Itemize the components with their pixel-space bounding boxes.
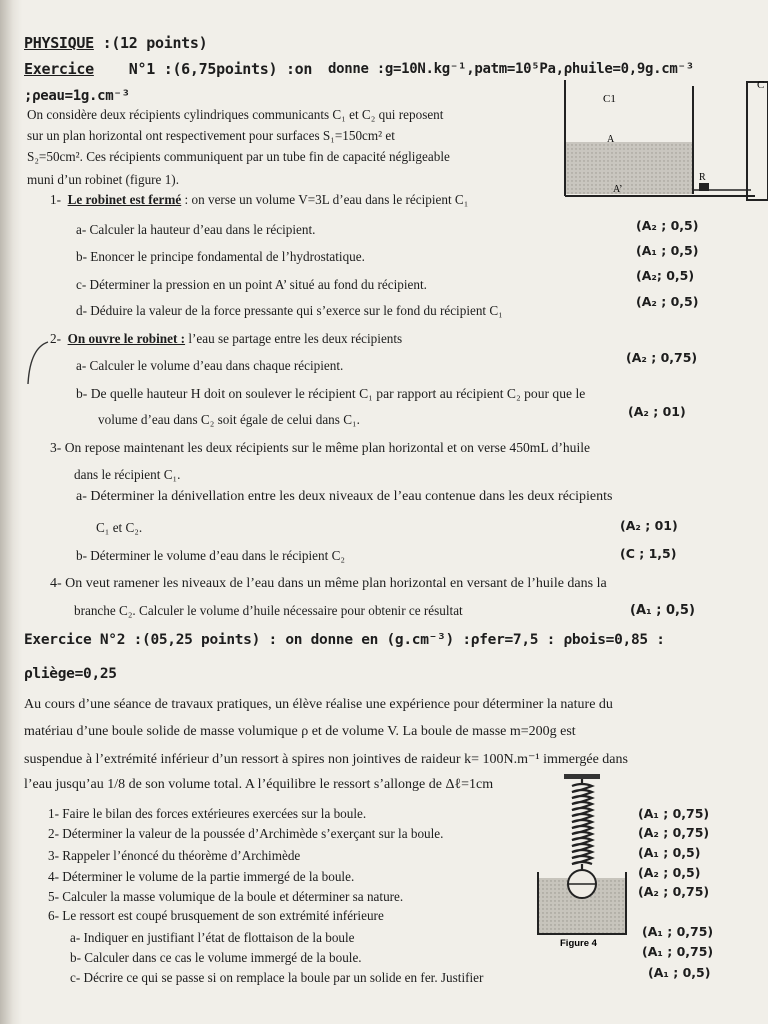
ex2-item-4-mark: (A₂ ; 0,5) [638,865,701,880]
q3-text-1: 3- On repose maintenant les deux récipients sur le même plan horizontal et on verse 450mL d’huile [50,440,591,455]
ex2-item-6b: b- Calculer dans ce cas le volume immergé de la boule. [70,950,362,965]
fig-label-r: R [699,172,706,183]
q3a-mark: (A₂ ; 01) [620,518,678,533]
ex2-item-6a: a- Indiquer en justifiant l’état de flottaison de la boule [70,930,355,945]
ex2-item-2: 2- Déterminer la valeur de la poussée d’Archimède s’exerçant sur la boule. [48,826,444,841]
ex1-points: N°1 :(6,75points) :on [128,60,313,78]
scan-edge-shadow [0,0,22,1024]
q1-text: : on verse un volume V=3L d’eau dans le récipient C₁ [181,192,469,207]
q3b-mark: (C ; 1,5) [620,546,677,561]
ex1-intro-2: sur un plan horizontal ont respectivement pour surfaces S₁=150cm² et [27,128,395,143]
ex2-item-6a-mark: (A₁ ; 0,75) [642,924,714,939]
ex1-intro-3: S₂=50cm². Ces récipients communiquent par un tube fin de capacité négligeable [27,149,450,164]
q2-line [50,331,402,347]
q4-mark: (A₁ ; 0,5) [630,603,695,618]
subject-header [24,34,207,52]
ex2-p1: Au cours d’une séance de travaux pratiques, un élève réalise une expérience pour déterminer la nature du [24,697,613,712]
spring-coils [572,779,592,872]
c1-water-texture [565,142,693,194]
q4-text-2: branche C₂. Calculer le volume d’huile nécessaire pour obtenir ce résultat [74,603,463,618]
q2a-mark: (A₂ ; 0,75) [626,350,698,365]
tap-r [699,183,709,191]
ex2-item-3: 3- Rappeler l’énoncé du théorème d’Archimède [48,848,301,863]
spring-support [564,774,600,779]
subject-title: PHYSIQUE [24,34,94,52]
q1d-mark: (A₂ ; 0,5) [636,294,699,309]
fig-label-c1: C1 [603,93,616,105]
q1b-mark: (A₁ ; 0,5) [636,243,699,258]
q4-text-1: 4- On veut ramener les niveaux de l’eau dans un même plan horizontal en versant de l’huile dans la [50,576,607,591]
ex2-item-4: 4- Déterminer le volume de la partie immergé de la boule. [48,869,355,884]
ex2-item-6c-mark: (A₁ ; 0,5) [648,965,711,980]
ex2-item-2-mark: (A₂ ; 0,75) [638,825,710,840]
q2b-text-2: volume d’eau dans C₂ soit égale de celui dans C₁. [98,412,360,427]
c2-wall [747,82,768,200]
q1a-text: a- Calculer la hauteur d’eau dans le récipient. [76,222,316,237]
ex2-title-2: ρliège=0,25 [24,666,117,682]
q2a-text: a- Calculer le volume d’eau dans chaque récipient. [76,358,344,373]
ex1-data-line1: donne :g=10N.kg⁻¹,patm=10⁵Pa,ρhuile=0,9g.cm⁻³ [328,61,694,77]
ex1-title [24,60,312,78]
ex1-data-line2: ;ρeau=1g.cm⁻³ [24,88,130,104]
ex2-p2: matériau d’une boule solide de masse volumique ρ et de volume V. La boule de masse m=200g est [24,724,576,739]
q1-number: 1- [50,192,61,207]
fig-label-a: A [607,134,615,145]
ex2-item-5-mark: (A₂ ; 0,75) [638,884,710,899]
figure-4-spring-ball [534,772,630,948]
ex1-intro-1: On considère deux récipients cylindriques communicants C₁ et C₂ qui reposent [27,107,444,122]
q1c-mark: (A₂; 0,5) [636,268,695,283]
ex2-item-5: 5- Calculer la masse volumique de la boule et déterminer sa nature. [48,889,404,904]
q1b-text: b- Enoncer le principe fondamental de l’hydrostatique. [76,249,365,264]
q1c-text: c- Déterminer la pression en un point A’ situé au fond du récipient. [76,277,427,292]
ex2-item-6: 6- Le ressort est coupé brusquement de son extrémité inférieure [48,908,384,923]
q3-text-2: dans le récipient C₁. [74,467,181,482]
fig-label-a-prime: A’ [613,184,623,195]
q2b-text-1: b- De quelle hauteur H doit on soulever le récipient C₁ par rapport au récipient C₂ pour que le [76,386,586,401]
q3b-text: b- Déterminer le volume d’eau dans le récipient C₂ [76,548,345,563]
q1d-text: d- Déduire la valeur de la force pressante qui s’exerce sur le fond du récipient C₁ [76,303,503,318]
q2-text: l’eau se partage entre les deux récipients [185,331,403,346]
ex1-intro-4: muni d’un robinet (figure 1). [27,172,179,187]
q1-condition: Le robinet est fermé [67,192,182,207]
ex2-item-1: 1- Faire le bilan des forces extérieures exercées sur la boule. [48,806,367,821]
ex2-p3: suspendue à l’extrémité inférieur d’un ressort à spires non jointives de raideur k= 100N.m⁻¹ immergée dans [24,752,628,767]
q2-number: 2- [50,331,61,346]
q1a-mark: (A₂ ; 0,5) [636,218,699,233]
q3a-text-2: C₁ et C₂. [96,520,143,535]
q3a-text-1: a- Déterminer la dénivellation entre les deux niveaux de l’eau contenue dans les deux récipients [76,489,613,504]
pen-bracket-mark [22,338,52,388]
ex2-title: Exercice N°2 :(05,25 points) : on donne en (g.cm⁻³) :ρfer=7,5 : ρbois=0,85 : [24,632,665,648]
ex2-item-3-mark: (A₁ ; 0,5) [638,845,701,860]
fig-label-c2: C [757,79,765,91]
q2b-mark: (A₂ ; 01) [628,404,686,419]
ex2-item-6c: c- Décrire ce qui se passe si on remplace la boule par un solide en fer. Justifier [70,970,484,985]
figure-4-label: Figure 4 [560,938,597,948]
figure-1-vessels [555,76,768,204]
q1-line [50,192,468,208]
subject-points: :(12 points) [102,34,208,52]
q2-condition: On ouvre le robinet : [67,331,186,346]
ex2-item-6b-mark: (A₁ ; 0,75) [642,944,714,959]
ex1-label: Exercice [24,60,94,78]
ex2-p4: l’eau jusqu’au 1/8 de son volume total. A l’équilibre le ressort s’allonge de Δℓ=1cm [24,777,494,792]
ex2-item-1-mark: (A₁ ; 0,75) [638,806,710,821]
